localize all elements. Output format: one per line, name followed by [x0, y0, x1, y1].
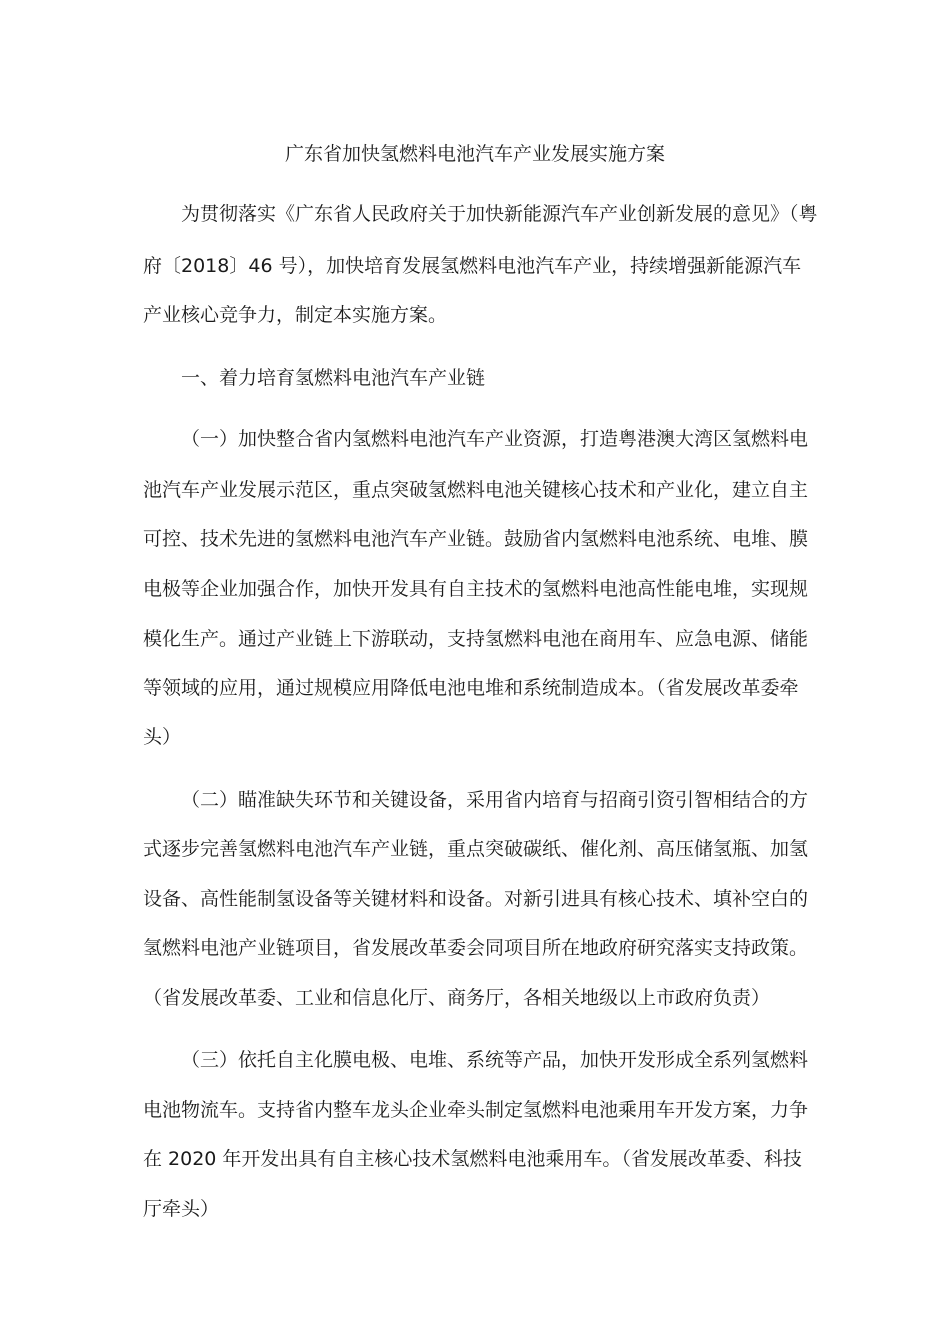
intro-line: 产业核心竞争力，制定本实施方案。: [143, 304, 448, 326]
section-heading: 一、着力培育氢燃料电池汽车产业链: [181, 367, 486, 389]
item-1-line: 可控、技术先进的氢燃料电池汽车产业链。鼓励省内氢燃料电池系统、电堆、膜: [143, 528, 809, 550]
item-2-line: （省发展改革委、工业和信息化厅、商务厅，各相关地级以上市政府负责）: [143, 987, 771, 1009]
item-1-line: 等领域的应用，通过规模应用降低电池电堆和系统制造成本。（省发展改革委牵: [143, 677, 799, 699]
item-1-line: 头）: [143, 726, 182, 748]
intro-line: 府〔2018〕46 号），加快培育发展氢燃料电池汽车产业，持续增强新能源汽车: [143, 255, 802, 277]
item-2-line: （二）瞄准缺失环节和关键设备，采用省内培育与招商引资引智相结合的方: [181, 789, 809, 811]
item-1-line: 电极等企业加强合作，加快开发具有自主技术的氢燃料电池高性能电堆，实现规: [143, 578, 809, 600]
intro-line: 为贯彻落实《广东省人民政府关于加快新能源汽车产业创新发展的意见》（粤: [181, 203, 818, 225]
document-title: 广东省加快氢燃料电池汽车产业发展实施方案: [284, 143, 665, 165]
item-1-line: （一）加快整合省内氢燃料电池汽车产业资源，打造粤港澳大湾区氢燃料电: [181, 428, 809, 450]
item-1-line: 模化生产。通过产业链上下游联动，支持氢燃料电池在商用车、应急电源、储能: [143, 628, 809, 650]
item-1-line: 池汽车产业发展示范区，重点突破氢燃料电池关键核心技术和产业化，建立自主: [143, 479, 809, 501]
item-3-line: （三）依托自主化膜电极、电堆、系统等产品，加快开发形成全系列氢燃料: [181, 1049, 809, 1071]
item-2-line: 设备、高性能制氢设备等关键材料和设备。对新引进具有核心技术、填补空白的: [143, 888, 809, 910]
item-2-line: 式逐步完善氢燃料电池汽车产业链，重点突破碳纸、催化剂、高压储氢瓶、加氢: [143, 838, 809, 860]
item-3-line: 电池物流车。支持省内整车龙头企业牵头制定氢燃料电池乘用车开发方案，力争: [143, 1099, 809, 1121]
item-3-line: 厅牵头）: [143, 1198, 220, 1220]
item-2-line: 氢燃料电池产业链项目，省发展改革委会同项目所在地政府研究落实支持政策。: [143, 937, 809, 959]
item-3-line: 在 2020 年开发出具有自主核心技术氢燃料电池乘用车。（省发展改革委、科技: [143, 1148, 802, 1170]
